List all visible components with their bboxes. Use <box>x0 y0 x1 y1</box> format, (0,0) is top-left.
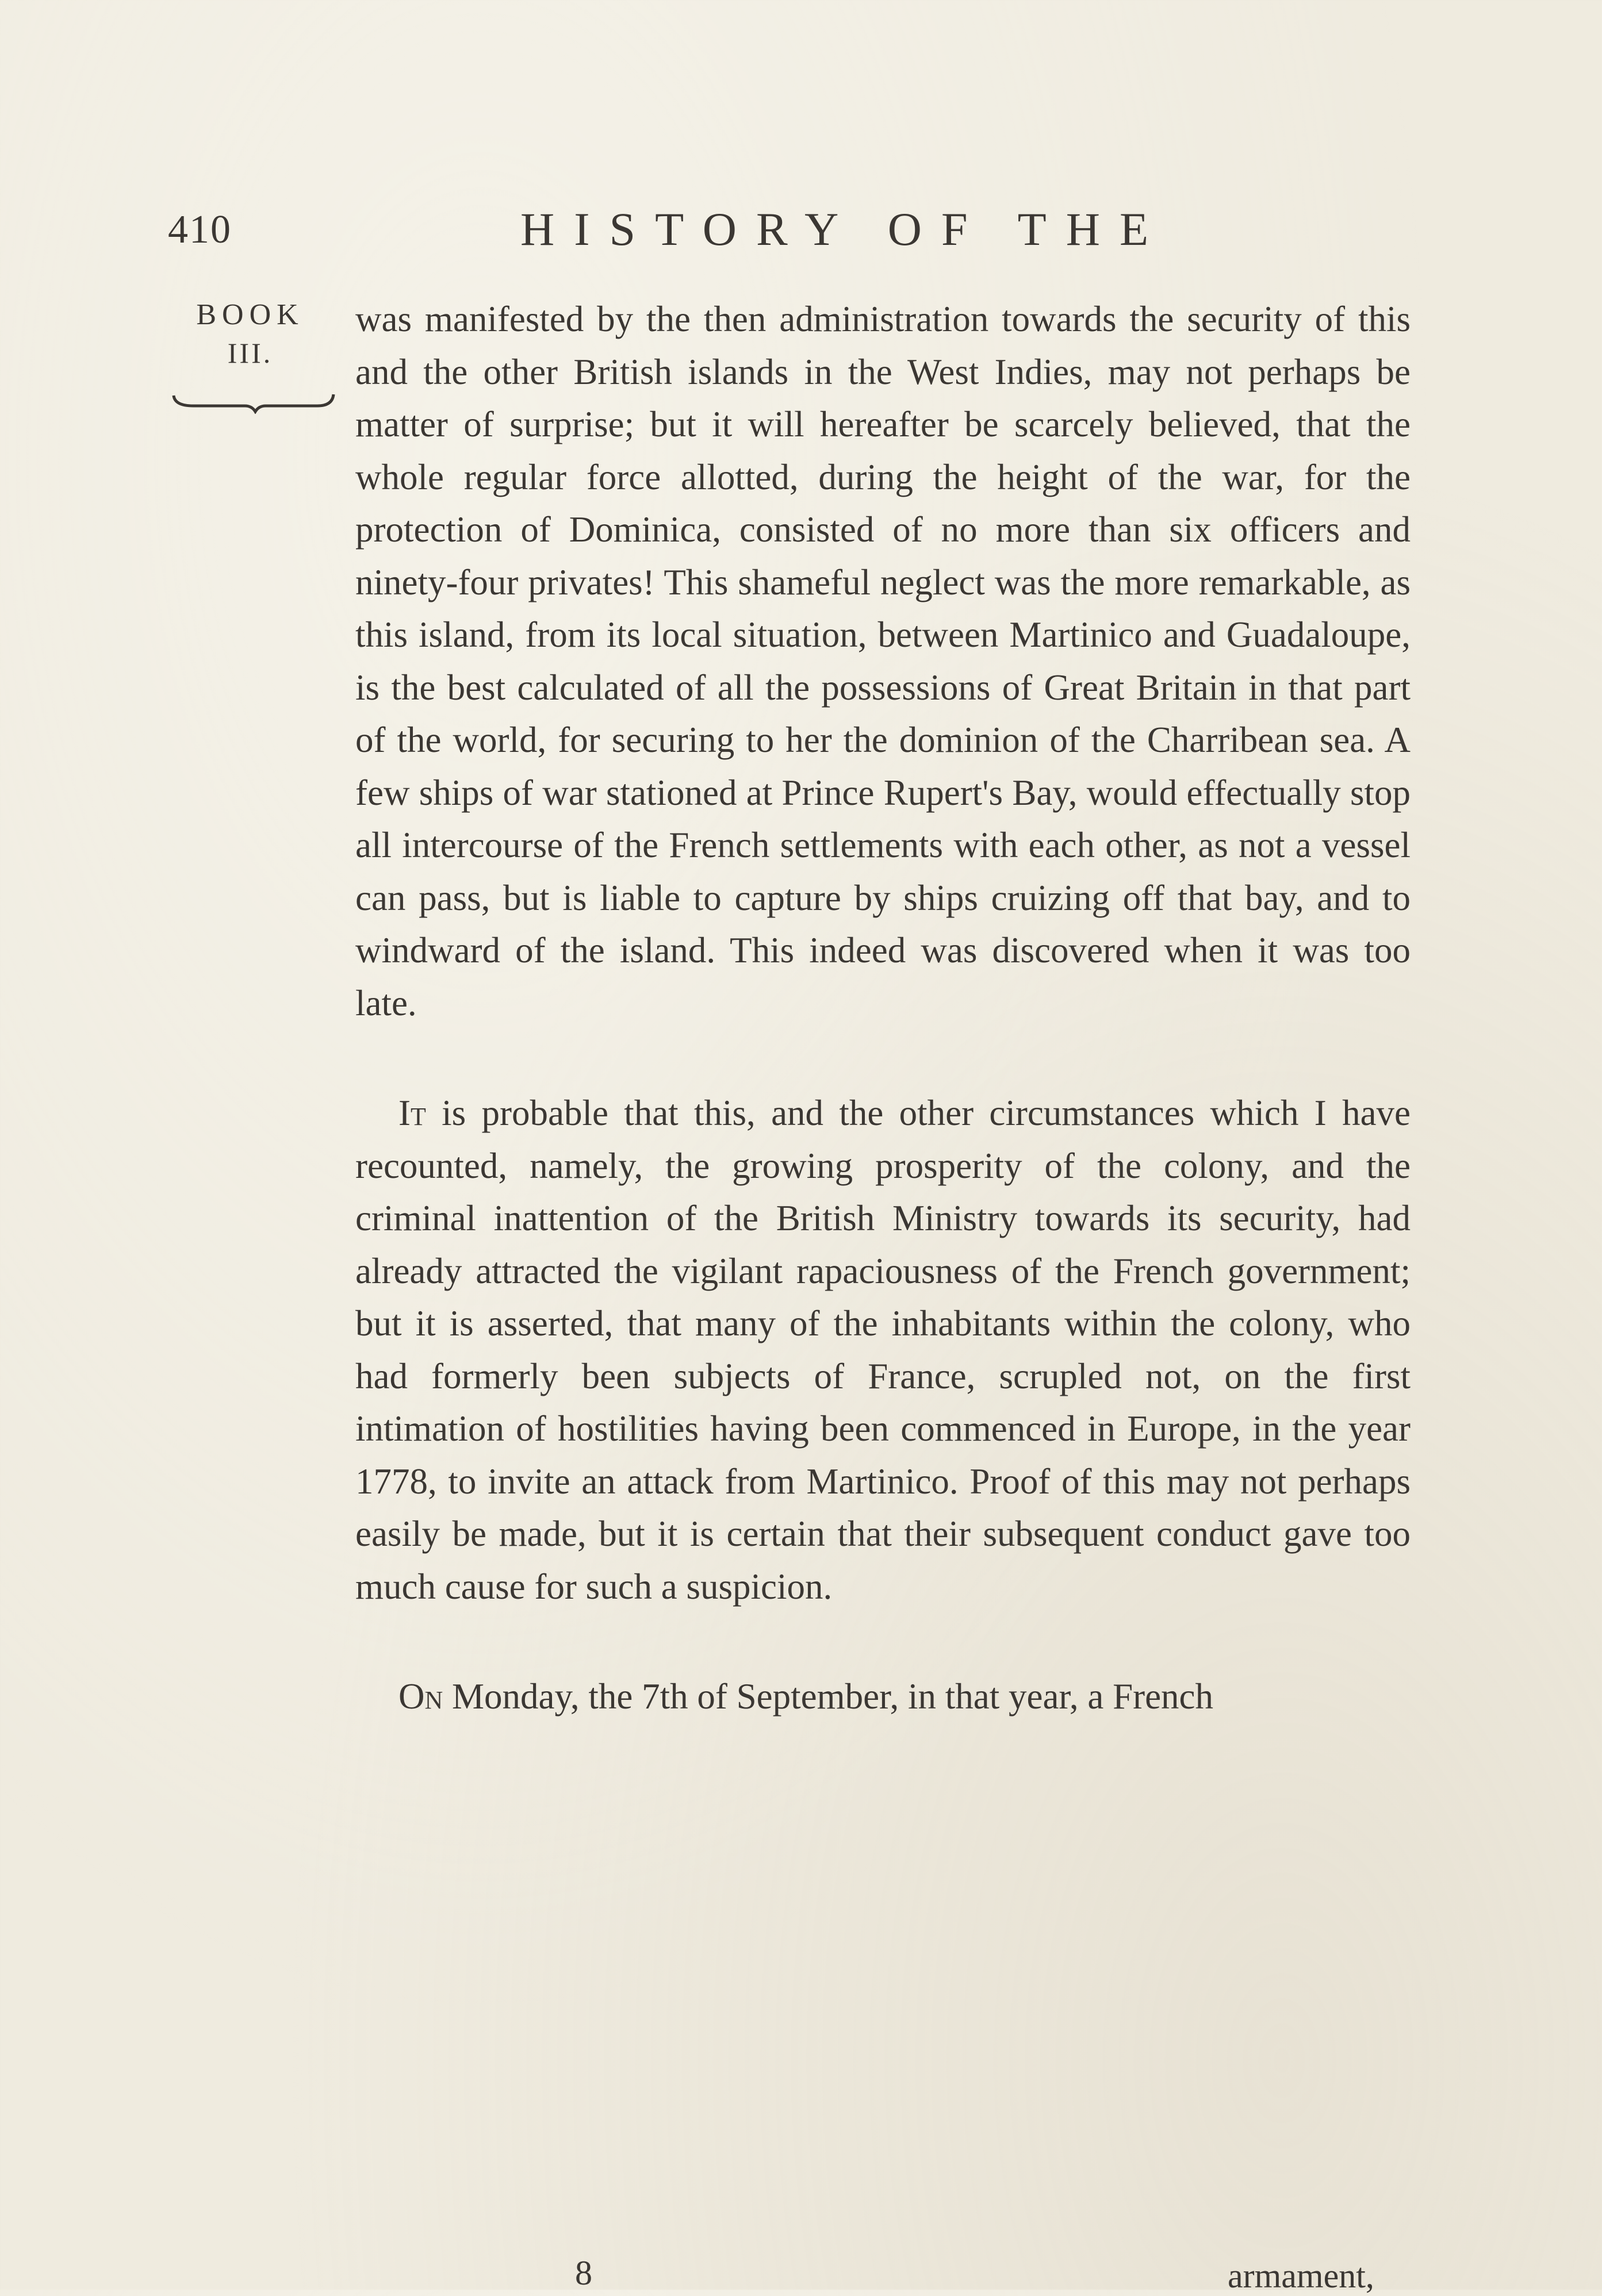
page-number: 410 <box>168 208 232 252</box>
margin-book-label: BOOK <box>196 298 304 331</box>
margin-note <box>167 296 334 372</box>
signature-mark: 8 <box>575 2254 592 2292</box>
paragraph-2-lead: It <box>398 1093 426 1133</box>
margin-volume-label: III. <box>227 337 273 369</box>
catchword: armament, <box>1228 2257 1374 2295</box>
main-text <box>355 293 1411 1723</box>
paragraph-2-text: is probable that this, and the other circumstances which I have recounted, namely, the growing prosperity of the colony, and the criminal inattention of the British Ministry towards its security, had already attracted the vigilant rapaciousness of the French government; but it is asserted, that many of the inhabitants within the colony, who had formerly been subjects of France, scrupled not, on the first intimation of hostilities having been commenced in Europe, in the year 1778, to invite an attack from Martinico. Proof of this may not perhaps easily be made, but it is certain that their subsequent conduct gave too much cause for such a suspicion. <box>355 1093 1411 1607</box>
paragraph-3-lead: On <box>398 1676 443 1717</box>
paragraph-1 <box>355 293 1411 1030</box>
paragraph-3 <box>355 1671 1411 1723</box>
paragraph-2 <box>355 1087 1411 1613</box>
paragraph-1-text: was manifested by the then administration towards the security of this and the other British islands in the West Indies, may not perhaps be matter of surprise; but it will hereafter be scarcely believed, that the whole regular force allotted, during the height of the war, for the protection of Dominica, consisted of no more than six officers and ninety-four privates! This shameful neglect was the more remarkable, as this island, from its local situation, between Martinico and Guadaloupe, is the best calculated of all the possessions of Great Britain in that part of the world, for securing to her the dominion of the Charribean sea. A few ships of war stationed at Prince Rupert's Bay, would effectually stop all intercourse of the French settlements with each other, as not a vessel can pass, but is liable to capture by ships cruizing off that bay, and to windward of the island. This indeed was discovered when it was too late. <box>355 299 1411 1023</box>
running-head: HISTORY OF THE <box>520 203 1168 255</box>
margin-brace-ornament <box>170 391 337 414</box>
paragraph-3-text: Monday, the 7th of September, in that year, a French <box>443 1676 1214 1717</box>
